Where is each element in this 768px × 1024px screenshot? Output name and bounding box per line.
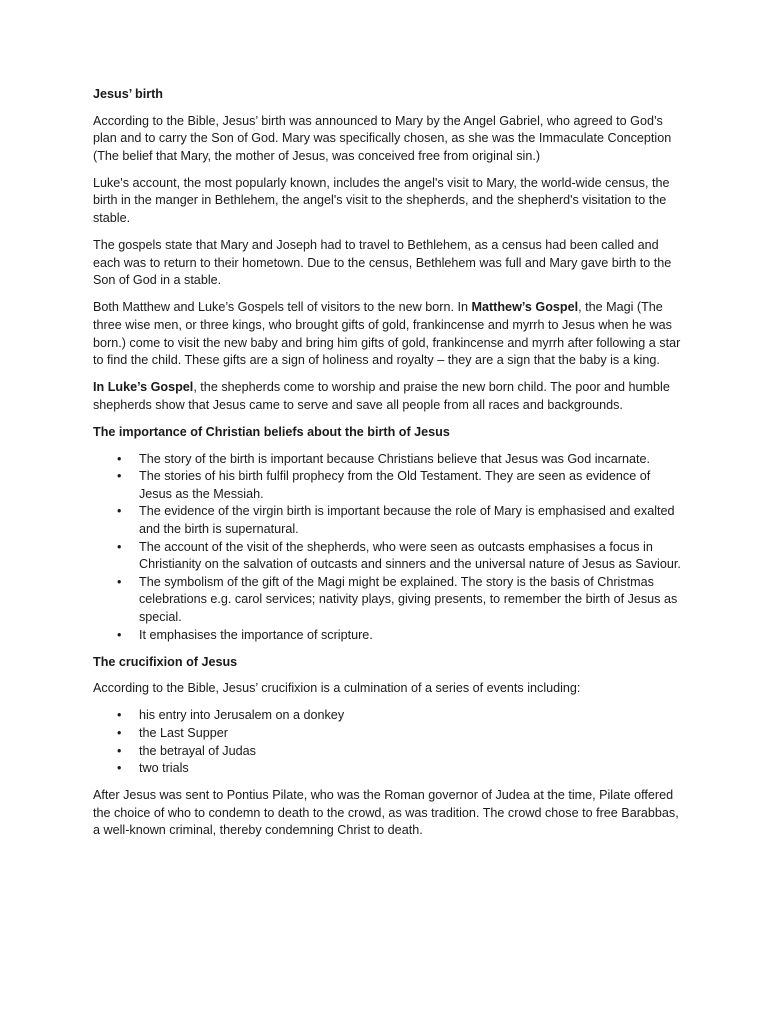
list-item: • The story of the birth is important because Christians believe that Jesus was God incarnate. xyxy=(139,451,683,469)
list-item: • two trials xyxy=(139,760,683,778)
list-item: • The symbolism of the gift of the Magi might be explained. The story is the basis of Christmas celebrations e.g. carol services; nativity plays, giving presents, to remember the birth of Jesus as special. xyxy=(139,574,683,627)
matthews-gospel-bold: Matthew’s Gospel xyxy=(471,300,579,315)
lukes-gospel-bold: In Luke’s Gospel xyxy=(93,380,194,395)
paragraph-shepherds xyxy=(93,379,683,414)
list-item: • the Last Supper xyxy=(139,725,683,743)
importance-list xyxy=(93,451,683,645)
paragraph-pilate: After Jesus was sent to Pontius Pilate, who was the Roman governor of Judea at the time, Pilate offered the choice of who to condemn to death to the crowd, as was tradition. The crowd chose to free Barabbas, a well-known criminal, thereby condemning Christ to death. xyxy=(93,788,679,838)
heading-jesus-birth: Jesus’ birth xyxy=(93,87,163,101)
shepherds-text: , the shepherds come to worship and praise the new born child. The poor and humble shepherds show that Jesus came to serve and save all people from all races and backgrounds. xyxy=(93,380,670,412)
visitors-text-a: Both Matthew and Luke’s Gospels tell of visitors to the new born. In xyxy=(93,300,472,315)
list-item: • The stories of his birth fulfil prophecy from the Old Testament. They are seen as evidence of Jesus as the Messiah. xyxy=(139,468,683,503)
paragraph-census: The gospels state that Mary and Joseph had to travel to Bethlehem, as a census had been called and each was to return to their hometown. Due to the census, Bethlehem was full and Mary gave birth to the Son of God in a stable. xyxy=(93,238,672,288)
visitors-text-b: , the Magi (The three wise men, or three kings, who brought gifts of gold, frankincense and myrrh to Jesus when he was born.) come to visit the new baby and bring him gifts of gold, frankincense and myrrh after following a star to find the child. These gifts are a sign of holiness and royalty – they are a sign that the baby is a king. xyxy=(93,300,681,368)
heading-importance: The importance of Christian beliefs about the birth of Jesus xyxy=(93,425,450,439)
document-page xyxy=(93,86,683,849)
paragraph-crucifixion-intro: According to the Bible, Jesus’ crucifixion is a culmination of a series of events including: xyxy=(93,681,581,696)
list-item: • The evidence of the virgin birth is important because the role of Mary is emphasised and exalted and the birth is supernatural. xyxy=(139,503,683,538)
list-item: • his entry into Jerusalem on a donkey xyxy=(139,707,683,725)
paragraph-annunciation: According to the Bible, Jesus’ birth was announced to Mary by the Angel Gabriel, who agreed to God’s plan and to carry the Son of God. Mary was specifically chosen, as she was the Immaculate Conception (The belief that Mary, the mother of Jesus, was conceived free from original sin.) xyxy=(93,113,672,163)
events-list xyxy=(93,707,683,777)
heading-crucifixion: The crucifixion of Jesus xyxy=(93,654,238,669)
list-item: • the betrayal of Judas xyxy=(139,743,683,761)
list-item: • It emphasises the importance of scripture. xyxy=(139,627,683,645)
list-item: • The account of the visit of the shepherds, who were seen as outcasts emphasises a focus in Christianity on the salvation of outcasts and sinners and the universal nature of Jesus as Saviour. xyxy=(139,539,683,574)
paragraph-lukes-account: Luke's account, the most popularly known, includes the angel's visit to Mary, the world-wide census, the birth in the manger in Bethlehem, the angel's visit to the shepherds, and the shepherd's visitation to the stable. xyxy=(93,175,670,226)
paragraph-visitors xyxy=(93,299,683,369)
